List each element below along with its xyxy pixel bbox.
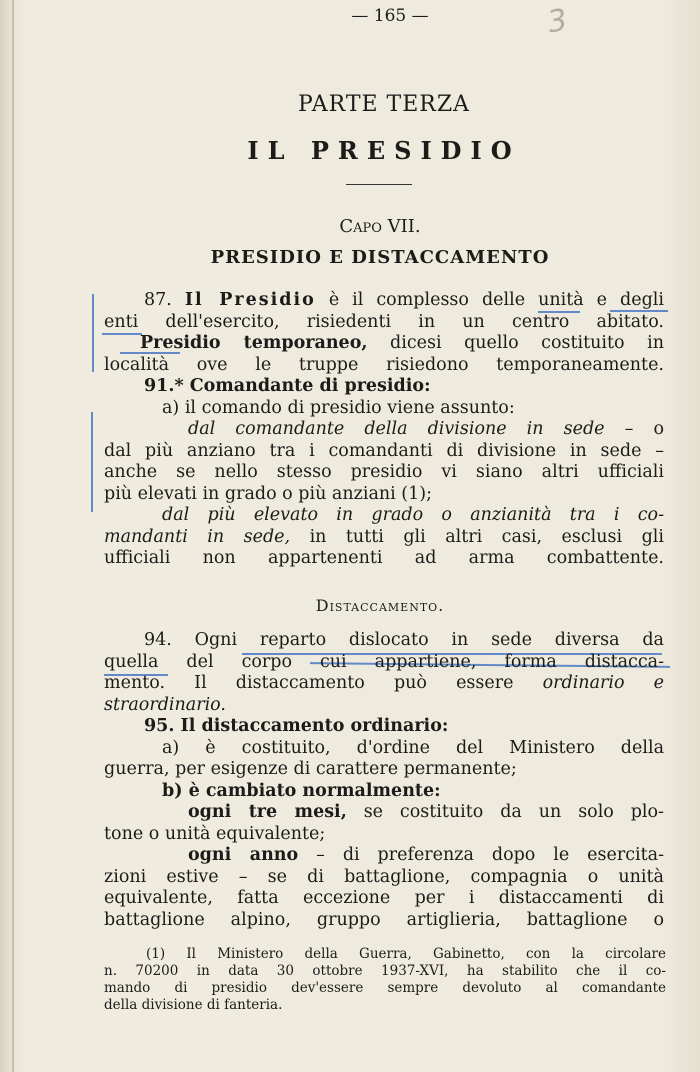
text-line: ufficiali non appartenenti ad arma combattente. <box>104 548 664 568</box>
text-line: straordinario. <box>104 694 226 715</box>
text-line: più elevati in grado o più anziani (1); <box>104 483 432 504</box>
text-line: Presidio temporaneo, dicesi quello costituito in <box>140 333 664 353</box>
chapter-title: PRESIDIO E DISTACCAMENTO <box>210 247 550 268</box>
text-line: dal comandante della divisione in sede – o <box>188 419 664 439</box>
text-line: dal più elevato in grado o anzianità tra i co- <box>162 505 664 525</box>
text-line: b) è cambiato normalmente: <box>162 780 441 801</box>
section-94-95 <box>104 630 664 931</box>
text-line: dal più anziano tra i comandanti di divisione in sede – <box>104 440 664 461</box>
text-line: a) è costituito, d'ordine del Ministero della <box>162 737 664 758</box>
text-line: ogni anno – di preferenza dopo le esercita- <box>188 845 664 865</box>
page-number: — 165 — <box>351 6 429 26</box>
text-line: quella del corpo cui appartiene, forma distacca- <box>104 651 664 672</box>
footnote <box>104 946 666 1014</box>
part-title: IL PRESIDIO <box>247 136 521 165</box>
section-87-91 <box>104 290 664 570</box>
text-line: mento. Il distaccamento può essere ordinario e <box>104 673 664 693</box>
footnote-line: n. 70200 in data 30 ottobre 1937-XVI, ha stabilito che il co- <box>104 963 666 979</box>
text-line: 94. Ogni reparto dislocato in sede diversa da <box>144 630 664 650</box>
footnote-line: (1) Il Ministero della Guerra, Gabinetto, con la circolare <box>146 946 666 962</box>
text-line: località ove le truppe risiedono temporaneamente. <box>104 354 664 375</box>
text-line: anche se nello stesso presidio vi siano altri ufficiali <box>104 462 664 482</box>
chapter-label: Capo VII. <box>339 216 421 237</box>
pencil-annotation: 3 <box>545 2 570 41</box>
text-line: enti dell'esercito, risiedenti in un centro abitato. <box>104 311 664 332</box>
text-line: battaglione alpino, gruppo artiglieria, battaglione o <box>104 909 664 930</box>
section-subheading: Distaccamento. <box>315 596 445 615</box>
heading-divider <box>346 184 412 185</box>
footnote-line: della divisione di fanteria. <box>104 997 283 1013</box>
text-line: tone o unità equivalente; <box>104 823 326 844</box>
text-line: a) il comando di presidio viene assunto: <box>162 397 515 418</box>
part-heading: PARTE TERZA <box>297 92 471 117</box>
text-line: zioni estive – se di battaglione, compagnia o unità <box>104 866 664 887</box>
text-line: 91.* Comandante di presidio: <box>144 376 431 396</box>
text-line: equivalente, fatta eccezione per i distaccamenti di <box>104 888 664 908</box>
text-line: guerra, per esigenze di carattere permanente; <box>104 759 517 779</box>
footnote-line: mando di presidio dev'essere sempre devoluto al comandante <box>104 980 666 996</box>
text-line: 95. Il distaccamento ordinario: <box>144 716 449 736</box>
text-line: mandanti in sede, in tutti gli altri casi, esclusi gli <box>104 526 664 547</box>
text-line: 87. Il Presidio è il complesso delle unità e degli <box>144 290 664 310</box>
text-line: ogni tre mesi, se costituito da un solo plo- <box>188 802 664 822</box>
pen-margin-mark <box>92 294 94 372</box>
pen-margin-mark <box>91 412 93 512</box>
